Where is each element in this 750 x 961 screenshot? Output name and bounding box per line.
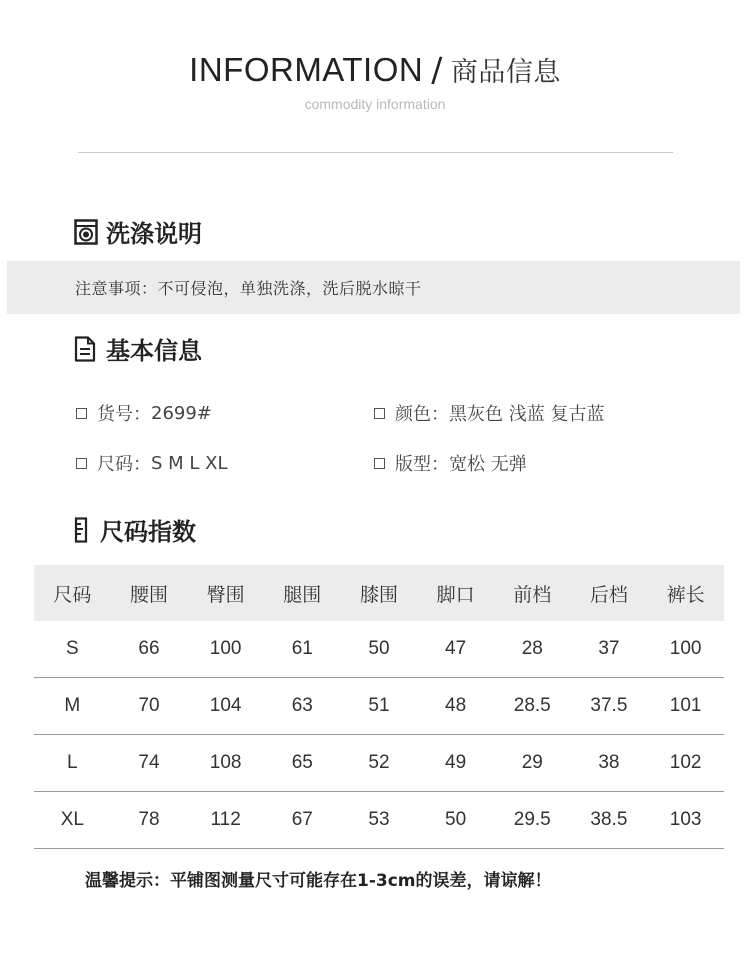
- table-cell: 29: [494, 735, 571, 792]
- table-cell: 74: [111, 735, 188, 792]
- table-cell: 70: [111, 678, 188, 735]
- info-label: 版型：: [395, 454, 449, 475]
- title-separator: /: [431, 50, 443, 89]
- washing-note-band: [7, 261, 740, 314]
- table-row: [34, 621, 724, 678]
- info-value: 2699#: [151, 402, 212, 424]
- table-cell: 100: [187, 621, 264, 678]
- column-header: 脚口: [417, 565, 494, 621]
- title-chinese: 商品信息: [450, 57, 561, 88]
- table-cell: 104: [187, 678, 264, 735]
- table-cell: 38: [571, 735, 648, 792]
- column-header: 腰围: [111, 565, 188, 621]
- table-cell: 78: [111, 792, 188, 849]
- table-row: [34, 792, 724, 849]
- table-cell: 53: [341, 792, 418, 849]
- table-cell: S: [34, 621, 111, 678]
- ruler-icon: [74, 517, 92, 543]
- checkbox-icon: [374, 408, 385, 419]
- table-cell: 67: [264, 792, 341, 849]
- table-cell: 51: [341, 678, 418, 735]
- column-header: 膝围: [341, 565, 418, 621]
- header-divider: [78, 152, 673, 153]
- washing-heading-label: 洗涤说明: [106, 220, 202, 248]
- checkbox-icon: [76, 458, 87, 469]
- size-chart-heading-label: 尺码指数: [100, 518, 196, 546]
- table-cell: 52: [341, 735, 418, 792]
- info-label: 尺码：: [97, 454, 151, 475]
- column-header: 前档: [494, 565, 571, 621]
- washing-machine-icon: [74, 219, 98, 245]
- info-value: S M L XL: [151, 452, 228, 474]
- table-cell: 50: [417, 792, 494, 849]
- table-cell: 28.5: [494, 678, 571, 735]
- info-item-size: [76, 450, 228, 476]
- info-item-color: [374, 400, 604, 426]
- column-header: 腿围: [264, 565, 341, 621]
- table-cell: 49: [417, 735, 494, 792]
- table-cell: 37.5: [571, 678, 648, 735]
- table-cell: L: [34, 735, 111, 792]
- table-cell: 112: [187, 792, 264, 849]
- table-cell: 66: [111, 621, 188, 678]
- page-subtitle: commodity information: [304, 96, 446, 112]
- column-header: 裤长: [647, 565, 724, 621]
- info-item-code: [76, 400, 212, 426]
- table-cell: 63: [264, 678, 341, 735]
- basic-info-heading-label: 基本信息: [106, 337, 202, 365]
- info-value: 宽松 无弹: [449, 454, 527, 475]
- washing-note: 注意事项：不可侵泡，单独洗涤，洗后脱水晾干: [75, 279, 422, 298]
- footer-note: 温馨提示：平铺图测量尺寸可能存在1-3cm的误差，请谅解！: [85, 871, 552, 891]
- document-icon: [74, 336, 98, 362]
- table-row: [34, 735, 724, 792]
- info-item-fit: [374, 450, 527, 476]
- table-cell: 65: [264, 735, 341, 792]
- table-cell: 102: [647, 735, 724, 792]
- table-header-row: [34, 565, 724, 621]
- table-cell: 47: [417, 621, 494, 678]
- table-cell: XL: [34, 792, 111, 849]
- washing-heading: [74, 214, 202, 249]
- table-cell: 101: [647, 678, 724, 735]
- table-cell: 108: [187, 735, 264, 792]
- checkbox-icon: [374, 458, 385, 469]
- column-header: 臀围: [187, 565, 264, 621]
- size-chart-heading: [74, 512, 196, 547]
- table-cell: 61: [264, 621, 341, 678]
- table-cell: 37: [571, 621, 648, 678]
- checkbox-icon: [76, 408, 87, 419]
- column-header: 尺码: [34, 565, 111, 621]
- table-cell: 103: [647, 792, 724, 849]
- page-title: [0, 50, 750, 89]
- info-value: 黑灰色 浅蓝 复古蓝: [449, 404, 605, 425]
- table-cell: 100: [647, 621, 724, 678]
- title-english: INFORMATION: [189, 51, 424, 88]
- table-cell: 28: [494, 621, 571, 678]
- column-header: 后档: [571, 565, 648, 621]
- table-cell: 29.5: [494, 792, 571, 849]
- size-table: [34, 565, 724, 849]
- table-cell: 48: [417, 678, 494, 735]
- basic-info-heading: [74, 331, 202, 366]
- table-cell: 50: [341, 621, 418, 678]
- table-cell: M: [34, 678, 111, 735]
- info-label: 货号：: [97, 404, 151, 425]
- table-cell: 38.5: [571, 792, 648, 849]
- info-label: 颜色：: [395, 404, 449, 425]
- table-row: [34, 678, 724, 735]
